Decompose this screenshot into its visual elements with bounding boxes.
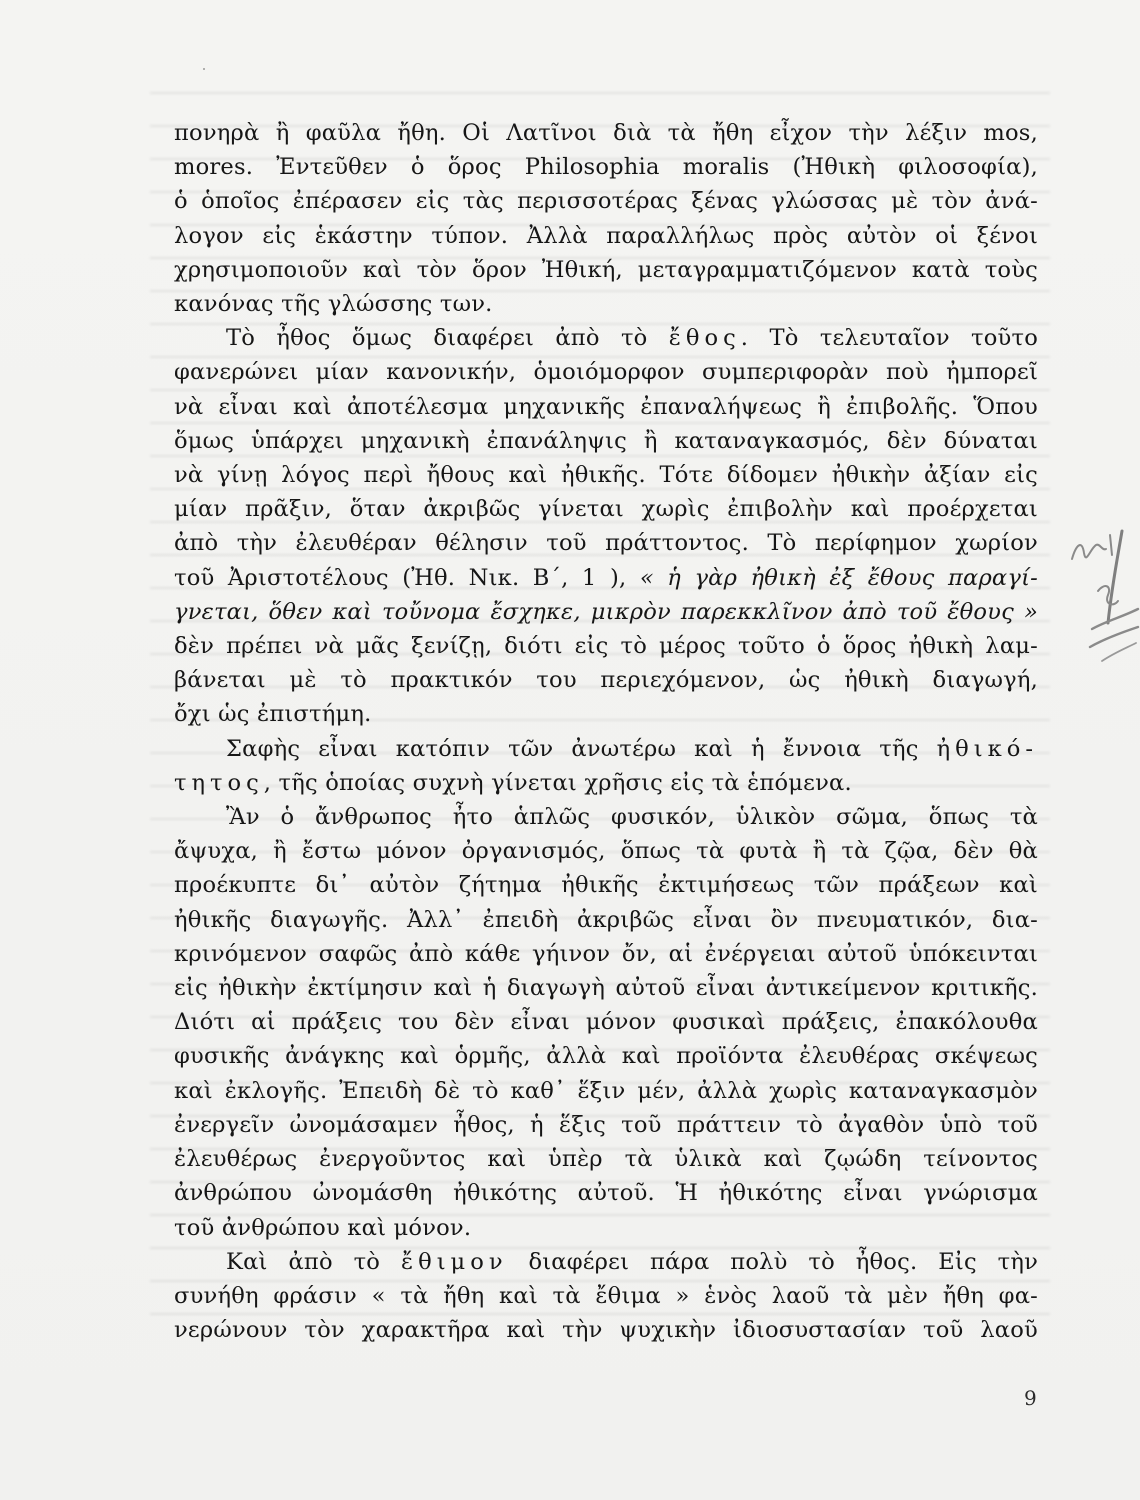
text-span: Τὸ ἦθος ὅμως διαφέρει ἀπὸ τὸ [226, 325, 648, 352]
spaced-term: ἠθικό- [936, 735, 1038, 762]
text-line: κανόνας τῆς γλώσσης των. [174, 291, 493, 318]
text-line [174, 766, 1038, 800]
text-line [174, 732, 1038, 766]
pencil-margin-note [1062, 525, 1140, 675]
text-line: δὲν πρέπει νὰ μᾶς ξενίζῃ, διότι εἰς τὸ μέρος τοῦτο ὁ ὅρος ἠθικὴ λαμ- [174, 633, 1038, 660]
speck [203, 68, 205, 70]
text-line: φυσικῆς ἀνάγκης καὶ ὁρμῆς, ἀλλὰ καὶ προϊόντα ἐλευθέρας σκέψεως [174, 1043, 1038, 1070]
text-line: ἐλευθέρως ἐνεργοῦντος καὶ ὑπὲρ τὰ ὑλικὰ καὶ ζῳώδη τείνοντος [174, 1146, 1038, 1173]
text-line: κρινόμενον σαφῶς ἀπὸ κάθε γήινον ὄν, αἱ ἐνέργειαι αὐτοῦ ὑπόκεινται [174, 940, 1038, 967]
spaced-term: τητος [174, 769, 264, 796]
text-span: , τῆς ὁποίας συχνὴ γίνεται χρῆσις εἰς τὰ ἑπόμενα. [263, 769, 852, 796]
quotation-line: γνεται, ὅθεν καὶ τοὔνομα ἔσχηκε, μικρὸν παρεκκλῖνον ἀπὸ τοῦ ἔθους » [174, 598, 1038, 625]
text-line: ἠθικῆς διαγωγῆς. Ἀλλ᾿ ἐπειδὴ ἀκριβῶς εἶναι ὂν πνευματικόν, δια- [174, 906, 1038, 933]
text-line: προέκυπτε δι᾿ αὐτὸν ζήτημα ἠθικῆς ἐκτιμήσεως τῶν πράξεων καὶ [174, 872, 1038, 899]
text-line: Διότι αἱ πράξεις του δὲν εἶναι μόνον φυσικαὶ πράξεις, ἐπακόλουθα [174, 1009, 1038, 1036]
body-text [174, 116, 1038, 1347]
spaced-term: ἔθιμον [400, 1248, 508, 1275]
text-line: συνήθη φράσιν « τὰ ἤθη καὶ τὰ ἔθιμα » ἑνὸς λαοῦ τὰ μὲν ἤθη φα- [174, 1282, 1038, 1309]
text-line: βάνεται μὲ τὸ πρακτικόν του περιεχόμενον, ὡς ἠθικὴ διαγωγή, [174, 667, 1038, 694]
text-line: νὰ γίνῃ λόγος περὶ ἤθους καὶ ἠθικῆς. Τότε δίδομεν ἠθικὴν ἀξίαν εἰς [174, 462, 1038, 489]
text-line: ἀνθρώπου ὠνομάσθη ἠθικότης αὐτοῦ. Ἡ ἠθικότης εἶναι γνώρισμα [174, 1180, 1038, 1207]
text-line: ἄψυχα, ἢ ἔστω μόνον ὀργανισμός, ὅπως τὰ φυτὰ ἢ τὰ ζῷα, δὲν θὰ [174, 838, 1038, 865]
text-line [174, 1245, 1038, 1279]
text-line [174, 321, 1038, 355]
quotation-span: « ἡ γὰρ ἠθικὴ ἐξ ἔθους παραγί- [639, 564, 1038, 591]
text-line: τοῦ ἀνθρώπου καὶ μόνον. [174, 1214, 472, 1241]
text-span: τοῦ Ἀριστοτέλους (Ἠθ. Νικ. Β΄, 1 ), [174, 564, 627, 591]
text-line: χρησιμοποιοῦν καὶ τὸν ὅρον Ἠθική, μεταγραμματιζόμενον κατὰ τοὺς [174, 256, 1038, 283]
text-line: λογον εἰς ἑκάστην τύπον. Ἀλλὰ παραλλήλως πρὸς αὐτὸν οἱ ξένοι [174, 222, 1038, 249]
page-number: 9 [1024, 1386, 1037, 1410]
text-line [174, 561, 1038, 595]
text-line: ὄχι ὡς ἐπιστήμη. [174, 701, 372, 728]
text-line: ὅμως ὑπάρχει μηχανικὴ ἐπανάληψις ἢ καταναγκασμός, δὲν δύναται [174, 427, 1038, 454]
text-line: νὰ εἶναι καὶ ἀποτέλεσμα μηχανικῆς ἐπαναλήψεως ἢ ἐπιβολῆς. Ὅπου [174, 393, 1038, 420]
text-span: Σαφὴς εἶναι κατόπιν τῶν ἀνωτέρω καὶ ἡ ἔννοια τῆς [226, 735, 919, 762]
text-line: εἰς ἠθικὴν ἐκτίμησιν καὶ ἡ διαγωγὴ αὐτοῦ εἶναι ἀντικείμενον κριτικῆς. [174, 975, 1038, 1002]
spaced-term: ἔθος [668, 325, 741, 352]
text-line: ὁ ὁποῖος ἐπέρασεν εἰς τὰς περισσοτέρας ξένας γλώσσας μὲ τὸν ἀνά- [174, 188, 1038, 215]
text-line: ἐνεργεῖν ὠνομάσαμεν ἦθος, ἡ ἕξις τοῦ πράττειν τὸ ἀγαθὸν ὑπὸ τοῦ [174, 1111, 1038, 1138]
text-line: Ἂν ὁ ἄνθρωπος ἦτο ἁπλῶς φυσικόν, ὑλικὸν σῶμα, ὅπως τὰ [226, 804, 1038, 831]
text-span: διαφέρει πάρα πολὺ τὸ ἦθος. Εἰς τὴν [528, 1248, 1039, 1275]
text-span: Καὶ ἀπὸ τὸ [226, 1248, 381, 1275]
text-line: νερώνουν τὸν χαρακτῆρα καὶ τὴν ψυχικὴν ἰδιοσυστασίαν τοῦ λαοῦ [174, 1317, 1038, 1344]
text-line: ἀπὸ τὴν ἐλευθέραν θέλησιν τοῦ πράττοντος. Τὸ περίφημον χωρίον [174, 530, 1038, 557]
text-line: πονηρὰ ἢ φαῦλα ἤθη. Οἱ Λατῖνοι διὰ τὰ ἤθη εἶχον τὴν λέξιν mos, [174, 120, 1038, 146]
text-span: . Τὸ τελευταῖον τοῦτο [740, 325, 1038, 352]
text-line: φανερώνει μίαν κανονικήν, ὁμοιόμορφον συμπεριφορὰν ποὺ ἠμπορεῖ [174, 359, 1038, 386]
text-line: μίαν πρᾶξιν, ὅταν ἀκριβῶς γίνεται χωρὶς ἐπιβολὴν καὶ προέρχεται [174, 496, 1038, 523]
text-line: mores. Ἐντεῦθεν ὁ ὅρος Philosophia moralis (Ἠθικὴ φιλοσοφία), [174, 154, 1038, 181]
text-line: καὶ ἐκλογῆς. Ἐπειδὴ δὲ τὸ καθ᾿ ἕξιν μέν, ἀλλὰ χωρὶς καταναγκασμὸν [174, 1077, 1038, 1104]
